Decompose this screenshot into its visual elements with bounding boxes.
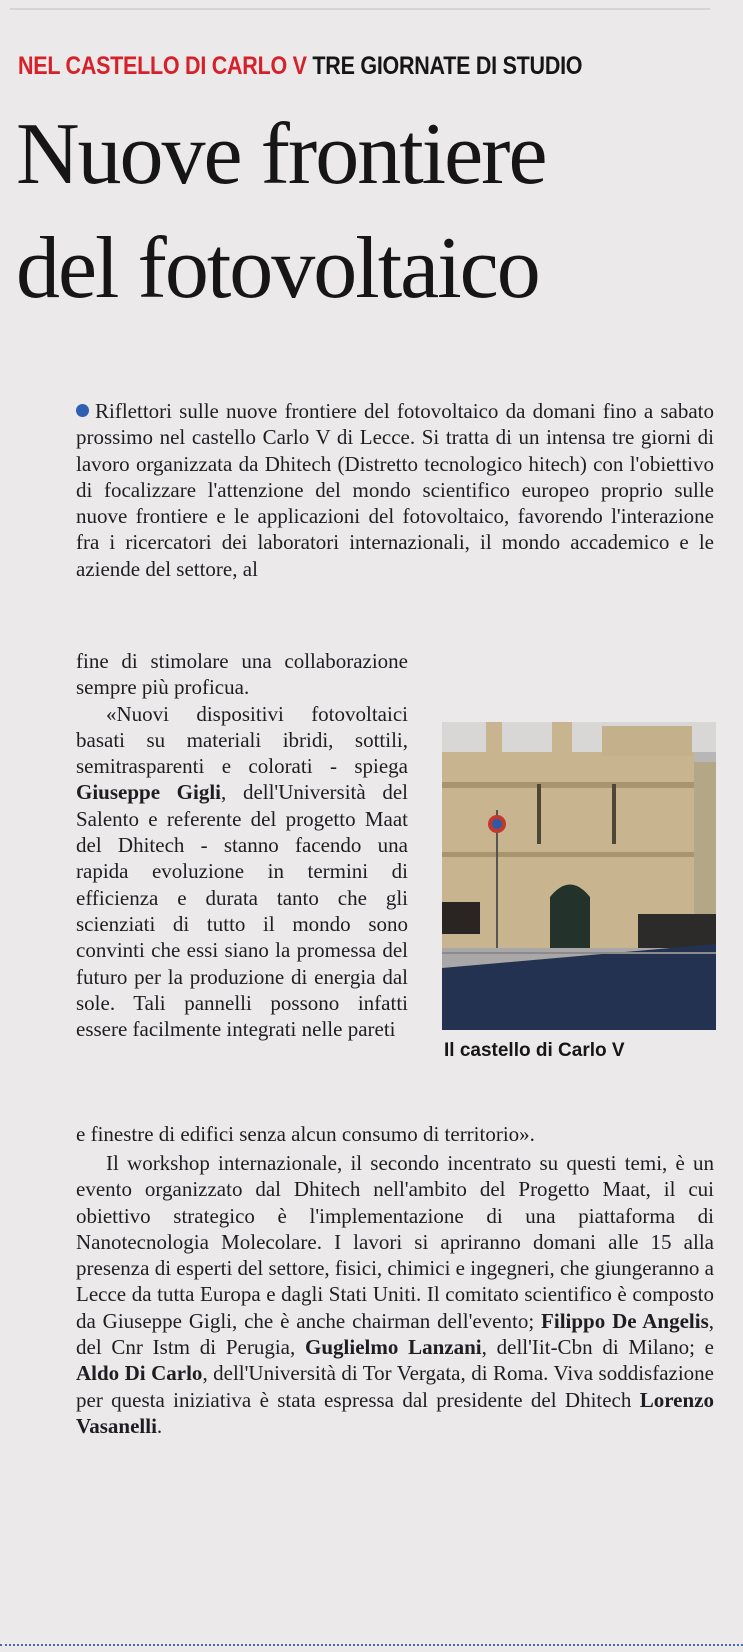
workshop-text-3: , dell'Iit-Cbn di Milano; e bbox=[481, 1335, 714, 1360]
intro-ending: fine di stimolare una collaborazione sempre più proficua. bbox=[76, 649, 408, 700]
workshop-text-2: , del Cnr Istm di Perugia, bbox=[76, 1308, 715, 1360]
quote-part-1: «Nuovi dispositivi fotovoltaici basati su materiali ibridi, sottili, semitrasparenti e colorati - spiega bbox=[76, 701, 408, 779]
narrow-column bbox=[76, 648, 408, 1042]
committee-member-de-angelis: Filippo De Angelis bbox=[541, 1308, 709, 1333]
workshop-text-5: . bbox=[156, 1413, 163, 1438]
quote-final-line bbox=[76, 1121, 714, 1147]
castle-image bbox=[442, 722, 716, 1030]
workshop-text-4: , dell'Università di Tor Vergata, di Roma. Viva soddisfazione per questa iniziativa è stata espressa dal presidente del Dhitech bbox=[76, 1361, 714, 1412]
previous-article-edge bbox=[10, 0, 710, 10]
quote-paragraph bbox=[76, 701, 408, 1043]
quote-part-2: , dell'Università del Salento e referente del progetto Maat del Dhitech - stanno facendo una rapida evoluzione in termini di efficienza e durata tanto che gli scienziati di tutto il mondo sono convinti che essi siano la promessa del futuro per la produzione di energia dal sole. Tali pannelli possono infatti essere facilmente integrati nelle pareti bbox=[76, 780, 409, 1042]
committee-member-lanzani: Guglielmo Lanzani bbox=[305, 1335, 482, 1360]
dhitech-president: Lorenzo Vasanelli bbox=[76, 1387, 714, 1438]
headline-line-1: Nuove frontiere bbox=[16, 106, 546, 203]
kicker-location: NEL CASTELLO DI CARLO V bbox=[18, 52, 307, 80]
kicker bbox=[18, 52, 582, 81]
quote-final-text: e finestre di edifici senza alcun consumo di territorio». bbox=[76, 1122, 535, 1146]
kicker-topic: TRE GIORNATE DI STUDIO bbox=[312, 52, 583, 80]
intro-text: Riflettori sulle nuove frontiere del fotovoltaico da domani fino a sabato prossimo nel castello Carlo V di Lecce. Si tratta di un intensa tre giorni di lavoro organizzata da Dhitech (Distretto tecnologico hitech) con l'obiettivo di focalizzare l'attenzione del mondo scientifico europeo proprio sulle nuove frontiere e le applicazioni del fotovoltaico, favorendo l'interazione fra i ricercatori dei laboratori internazionali, il mondo accademico e le aziende del settore, al bbox=[76, 399, 714, 581]
bullet-dot-icon bbox=[76, 404, 89, 417]
workshop-paragraph bbox=[76, 1150, 714, 1439]
castle-photo bbox=[442, 722, 716, 1030]
workshop-text-1: Il workshop internazionale, il secondo incentrato su questi temi, è un evento organizzato dal Dhitech nell'ambito del Progetto Maat, il cui obiettivo strategico è l'implementazione di una piattaforma di Nanotecnologia Molecolare. I lavori si apriranno domani alle 15 alla presenza di esperti del settore, fisici, chimici e ingegneri, che giungeranno a Lecce da tutta Europa e dagli Stati Uniti. Il comitato scientifico è composto da Giuseppe Gigli, che è anche chairman dell'evento; bbox=[76, 1151, 714, 1333]
bottom-border bbox=[0, 1644, 743, 1646]
headline-line-2: del fotovoltaico bbox=[16, 220, 539, 317]
quote-speaker: Giuseppe Gigli bbox=[76, 780, 222, 805]
committee-member-di-carlo: Aldo Di Carlo bbox=[76, 1361, 203, 1386]
photo-caption: Il castello di Carlo V bbox=[444, 1040, 625, 1061]
intro-paragraph bbox=[76, 398, 714, 582]
headline bbox=[16, 98, 736, 326]
